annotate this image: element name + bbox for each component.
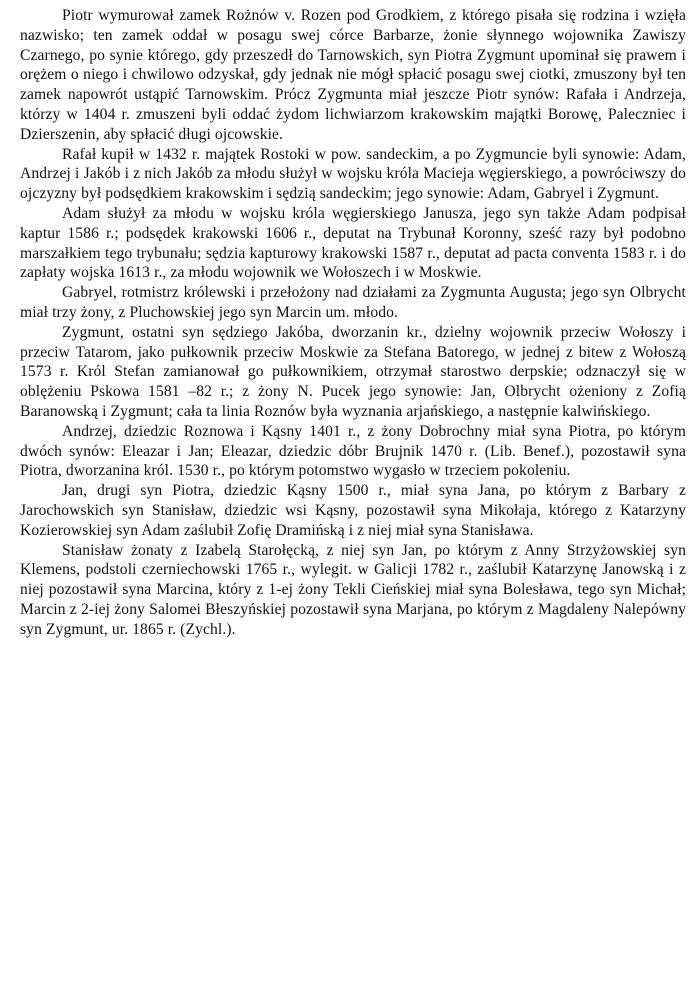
paragraph-rafal: Rafał kupił w 1432 r. majątek Rostoki w pow. sandeckim, a po Zygmuncie byli synowie: Adam, Andrzej i Jakób i z nich Jakób za młodu służył w wojsku króla Macieja węgierskiego, a powróciwszy do ojczyzny był podsędkiem krakowskim i sędzią sandeckim; jego synowie: Adam, Gabryel i Zygmunt. [20,145,686,203]
paragraph-zygmunt: Zygmunt, ostatni syn sędziego Jakóba, dworzanin kr., dzielny wojownik przeciw Wołoszy i przeciw Tatarom, jako pułkownik przeciw Moskwie za Stefana Batorego, w jednej z bitew z Wołoszą 1573 r. Król Stefan zamianował go pułkownikiem, otrzymał starostwo derpskie; odznaczył się w oblężeniu Pskowa 1581 –82 r.; z żony N. Pucek jego synowie: Jan, Olbrycht ożeniony z Zofią Baranowską i Zygmunt; cała ta linia Roznów była wyznania arjańskiego, a następnie kalwińskiego. [20,323,686,420]
paragraph-piotr: Piotr wymurował zamek Rożnów v. Rozen pod Grodkiem, z którego pisała się rodzina i wzięła nazwisko; ten zamek oddał w posagu swej córce Barbarze, żonie słynnego wojownika Zawiszy Czarnego, po synie którego, gdy przeszedł do Tarnowskich, syn Piotra Zygmunt upominał się prawem i orężem o niego i chwilowo odzyskał, gdy jednak nie mógł spłacić posagu swej ciotki, zmuszony był ten zamek napowrót ustąpić Tarnowskim. Prócz Zygmunta miał jeszcze Piotr synów: Rafała i Andrzeja, którzy w 1404 r. zmuszeni byli oddać żydom lichwiarzom krakowskim majątki Borowę, Paleczniec i Dzierszenin, aby spłacić długi ojcowskie. [20,7,686,143]
paragraph-andrzej: Andrzej, dziedzic Roznowa i Kąsny 1401 r., z żony Dobrochny miał syna Piotra, po którym dwóch synów: Eleazar i Jan; Eleazar, dziedzic dóbr Brujnik 1470 r. (Lib. Benef.), pozostawił syna Piotra, dworzanina król. 1530 r., po którym potomstwo wygasło w trzeciem pokoleniu. [20,422,686,480]
paragraph-adam: Adam służył za młodu w wojsku króla węgierskiego Janusza, jego syn także Adam podpisał kaptur 1586 r.; podsędek krakowski 1606 r., deputat na Trybunał Koronny, sześć razy był podobno marszałkiem tego trybunału; sędzia kapturowy krakowski 1587 r., deputat ad pacta conventa 1583 r. i do zapłaty wojska 1613 r., za młodu wojownik we Wołoszech i w Moskwie. [20,204,686,282]
paragraph-jan: Jan, drugi syn Piotra, dziedzic Kąsny 1500 r., miał syna Jana, po którym z Barbary z Jarochowskich syn Stanisław, dziedzic wsi Kąsny, pozostawił syna Mikołaja, którego z Katarzyny Kozierowskiej syn Adam zaślubił Zofię Dramińską i z niej miał syna Stanisława. [20,482,686,539]
paragraph-stanislaw: Stanisław żonaty z Izabelą Starołęcką, z niej syn Jan, po którym z Anny Strzyżowskiej syn Klemens, podstoli czerniechowski 1765 r., wylegit. w Galicji 1782 r., zaślubił Katarzynę Janowską i z niej pozostawił syna Marcina, który z 1-ej żony Tekli Cieńskiej miał syna Bolesława, tego syn Michał; Marcin z 2-iej żony Salomei Błeszyńskiej pozostawił syna Marjana, po którym z Magdaleny Nalepówny syn Zygmunt, ur. 1865 r. (Zychl.). [20,541,686,638]
paragraph-gabryel: Gabryel, rotmistrz królewski i przełożony nad działami za Zygmunta Augusta; jego syn Olbrycht miał trzy żony, z Pluchowskiej jego syn Marcin um. młodo. [20,284,686,321]
